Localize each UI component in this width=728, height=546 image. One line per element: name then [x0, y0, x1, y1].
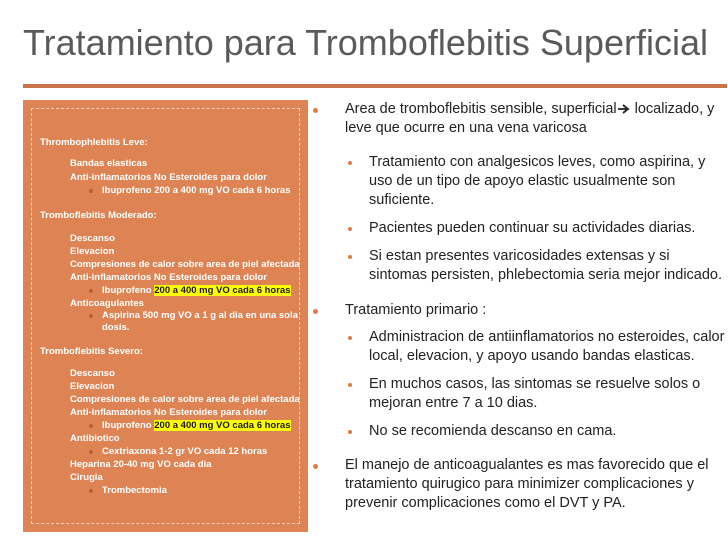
- severo-item: Heparina 20-40 mg VO cada dia: [70, 459, 212, 470]
- bullet-line: Pacientes pueden continuar su actividades diarias.: [369, 220, 696, 236]
- bullet-icon: [313, 464, 318, 469]
- bullet-icon: [89, 450, 93, 454]
- severo-subitem: Trombectomia: [102, 485, 167, 496]
- bullet-icon: [348, 430, 352, 434]
- bullet-icon: [89, 489, 93, 493]
- severo-subitem: Ibuprofeno 200 a 400 mg VO cada 6 horas: [102, 420, 291, 431]
- severo-subitem: Cextriaxona 1-2 gr VO cada 12 horas: [102, 446, 268, 457]
- moderado-item: Anticoagulantes: [70, 298, 144, 309]
- bullet-line: Tratamiento con analgesicos leves, como aspirina, y: [369, 154, 706, 170]
- leve-item: Bandas elasticas: [70, 158, 148, 169]
- moderado-item: Descanso: [70, 233, 115, 244]
- bullet-icon: [89, 314, 93, 318]
- moderado-subitem: Aspirina 500 mg VO a 1 g al dia en una sola: [102, 310, 298, 321]
- bullet-line: El manejo de anticoagualantes es mas favorecido que el: [345, 457, 709, 473]
- treatment-summary-panel: [23, 100, 308, 532]
- moderado-subitem: dosis.: [102, 322, 130, 333]
- leve-subitem: Ibuprofeno 200 a 400 mg VO cada 6 horas: [102, 185, 291, 196]
- bullet-line: sintomas persisten, phlebectomia seria mejor indicado.: [369, 267, 723, 283]
- slide-title: Tratamiento para Tromboflebitis Superficial: [23, 22, 708, 63]
- right-arrow-icon: [617, 103, 631, 115]
- bullet-icon: [348, 255, 352, 259]
- bullet-line: uso de un tipo de apoyo elastic usualmente son: [369, 173, 676, 189]
- bullet-icon: [348, 383, 352, 387]
- severo-item: Cirugia: [70, 472, 103, 483]
- bullet-line: leve que ocurre en una vena varicosa: [345, 120, 587, 136]
- severo-item: Descanso: [70, 368, 115, 379]
- bullet-icon: [89, 189, 93, 193]
- bullet-icon: [313, 108, 318, 113]
- bullet-line: No se recomienda descanso en cama.: [369, 423, 617, 439]
- severo-item: Elevacion: [70, 381, 115, 392]
- bullet-line: local, elevacion, y apoyo usando bandas elasticas.: [369, 348, 695, 364]
- moderado-subitem: Ibuprofeno 200 a 400 mg VO cada 6 horas: [102, 285, 291, 296]
- title-divider: [23, 84, 727, 88]
- bullet-line: Area de tromboflebitis sensible, superficial localizado, y: [345, 101, 715, 117]
- leve-heading: Thrombophlebitis Leve:: [40, 137, 148, 148]
- severo-item: Compresiones de calor sobre area de piel afectada: [70, 394, 300, 405]
- bullet-line: Tratamiento primario :: [345, 302, 487, 318]
- bullet-icon: [348, 336, 352, 340]
- leve-item: Anti-inflamatorios No Esteroides para dolor: [70, 172, 267, 183]
- highlighted-dose: 200 a 400 mg VO cada 6 horas: [154, 285, 291, 296]
- severo-item: Antibiotico: [70, 433, 120, 444]
- bullet-line: Administracion de antiinflamatorios no esteroides, calor: [369, 329, 725, 345]
- bullet-line: prevenir complicaciones como el DVT y PA.: [345, 495, 626, 511]
- bullet-line: En muchos casos, las sintomas se resuelve solos o: [369, 376, 701, 392]
- severo-item: Anti-inflamatorios No Esteroides para dolor: [70, 407, 267, 418]
- bullet-icon: [348, 161, 352, 165]
- bullet-icon: [313, 309, 318, 314]
- severo-heading: Tromboflebitis Severo:: [40, 346, 143, 357]
- bullet-icon: [89, 289, 93, 293]
- moderado-item: Elevacion: [70, 246, 115, 257]
- bullet-line: Si estan presentes varicosidades extensas y si: [369, 248, 670, 264]
- bullet-icon: [89, 424, 93, 428]
- bullet-line: suficiente.: [369, 192, 435, 208]
- bullet-line: mejoran entre 7 a 10 dias.: [369, 395, 538, 411]
- bullet-line: tratamiento quirugico para minimizer complicaciones y: [345, 476, 694, 492]
- moderado-item: Anti-inflamatorios No Esteroides para dolor: [70, 272, 267, 283]
- bullet-icon: [348, 227, 352, 231]
- highlighted-dose: 200 a 400 mg VO cada 6 horas: [154, 420, 291, 431]
- moderado-heading: Tromboflebitis Moderado:: [40, 210, 157, 221]
- moderado-item: Compresiones de calor sobre area de piel afectada: [70, 259, 300, 270]
